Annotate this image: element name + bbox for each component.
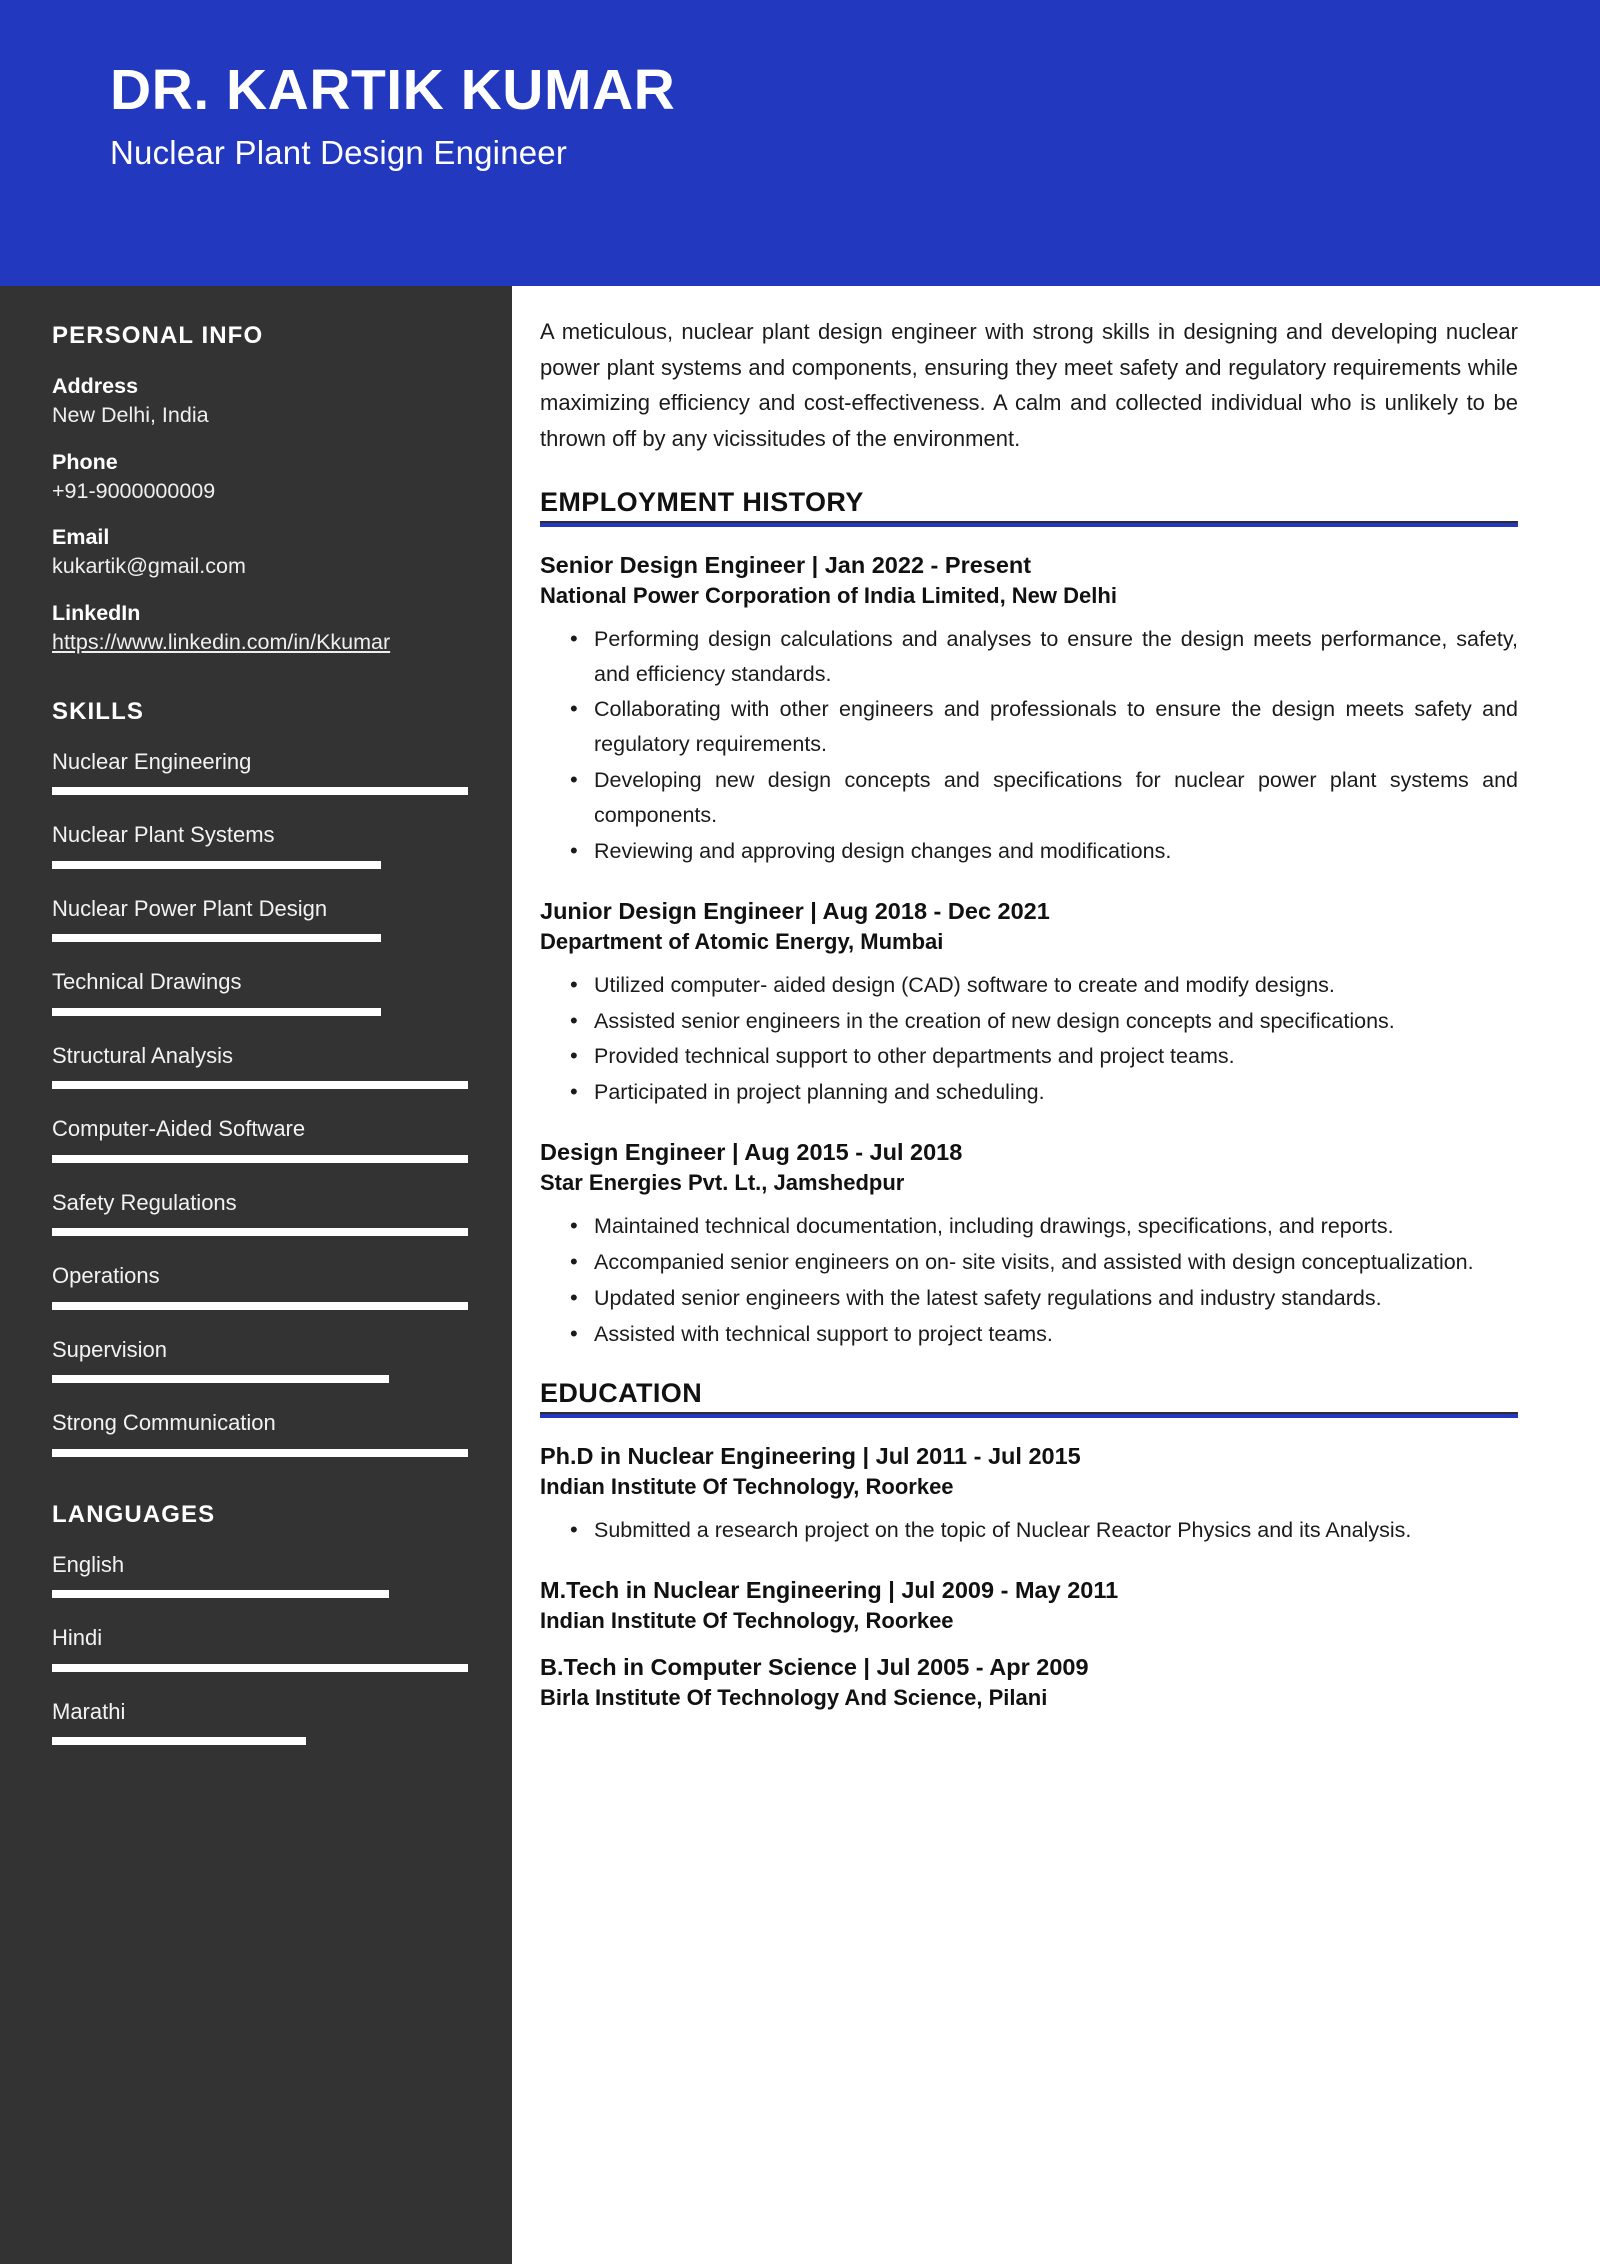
skill xyxy=(52,748,468,796)
skill-label: Strong Communication xyxy=(52,1410,276,1436)
employment-entry-bullet: • Collaborating with other engineers and professionals to ensure the design meets safety and regulatory requirements. xyxy=(566,692,1518,762)
employment-entry xyxy=(540,549,1518,869)
skill-level-fill xyxy=(52,1302,468,1310)
skill-level-bar xyxy=(52,1081,468,1089)
language-label: English xyxy=(52,1551,125,1577)
main-content xyxy=(512,286,1600,1728)
employment-entry-bullet: • Provided technical support to other departments and project teams. xyxy=(566,1039,1518,1074)
skill-label: Operations xyxy=(52,1263,160,1289)
education-section-divider xyxy=(540,1412,1518,1418)
language xyxy=(52,1551,468,1599)
employment-entry-bullet: • Maintained technical documentation, including drawings, specifications, and reports. xyxy=(566,1209,1518,1244)
language xyxy=(52,1698,468,1746)
employment-entry-organization: Department of Atomic Energy, Mumbai xyxy=(540,928,944,954)
skills-heading: SKILLS xyxy=(52,697,144,725)
skill-level-bar xyxy=(52,861,468,869)
skill-level-fill xyxy=(52,1228,468,1236)
skill xyxy=(52,895,468,943)
personal-info-value: kukartik@gmail.com xyxy=(52,554,246,579)
skill-label: Computer-Aided Software xyxy=(52,1116,306,1142)
language xyxy=(52,1624,468,1672)
skill-level-fill xyxy=(52,934,381,942)
personal-info-label: LinkedIn xyxy=(52,601,141,626)
education-entry xyxy=(540,1440,1518,1548)
employment-history-section xyxy=(540,487,1518,1352)
education-entry-bullet-list xyxy=(566,1513,1518,1548)
candidate-name: DR. KARTIK KUMAR xyxy=(110,58,676,122)
language-level-fill xyxy=(52,1664,468,1672)
languages-heading: LANGUAGES xyxy=(52,1500,216,1528)
skill-level-bar xyxy=(52,1155,468,1163)
skill-level-bar xyxy=(52,1228,468,1236)
personal-info-item xyxy=(52,599,468,658)
education-entry-title: Ph.D in Nuclear Engineering | Jul 2011 - Jul 2015 xyxy=(540,1442,1081,1469)
employment-entry-title: Design Engineer | Aug 2015 - Jul 2018 xyxy=(540,1139,963,1166)
skill-level-bar xyxy=(52,787,468,795)
skills-section xyxy=(52,698,468,1457)
skill xyxy=(52,821,468,869)
language-label: Hindi xyxy=(52,1625,103,1651)
skill-label: Structural Analysis xyxy=(52,1042,233,1068)
skill xyxy=(52,1262,468,1310)
employment-entry-title: Junior Design Engineer | Aug 2018 - Dec 2021 xyxy=(540,897,1050,924)
education-heading: EDUCATION xyxy=(540,1377,703,1408)
skill xyxy=(52,1336,468,1384)
employment-entry-bullet-list xyxy=(566,622,1518,869)
skill-label: Nuclear Power Plant Design xyxy=(52,895,328,921)
professional-summary: A meticulous, nuclear plant design engineer with strong skills in designing and developing nuclear power plant systems and components, ensuring they meet safety and regulatory requirements while maximizing efficiency and cost-effectiveness. A calm and collected individual who is unlikely to be thrown off by any vicissitudes of the environment. xyxy=(540,319,1518,451)
education-entry-bullet: • Submitted a research project on the topic of Nuclear Reactor Physics and its Analysis. xyxy=(566,1513,1518,1548)
education-entry-organization: Birla Institute Of Technology And Science, Pilani xyxy=(540,1685,1048,1711)
skill-label: Safety Regulations xyxy=(52,1189,237,1215)
skill-level-fill xyxy=(52,1008,381,1016)
skill xyxy=(52,1042,468,1090)
language-level-bar xyxy=(52,1590,468,1598)
skill-label: Technical Drawings xyxy=(52,969,242,995)
languages-list xyxy=(52,1551,468,1746)
skill xyxy=(52,1409,468,1457)
personal-info-label: Phone xyxy=(52,449,118,474)
personal-info-item xyxy=(52,448,468,507)
employment-entry-bullet: • Developing new design concepts and specifications for nuclear power plant systems and components. xyxy=(566,763,1518,833)
personal-info-value: New Delhi, India xyxy=(52,403,209,428)
sidebar xyxy=(0,286,512,2264)
employment-entry xyxy=(540,1136,1518,1352)
employment-entry-bullet: • Participated in project planning and scheduling. xyxy=(566,1075,1518,1110)
languages-section xyxy=(52,1501,468,1746)
education-entry-organization: Indian Institute Of Technology, Roorkee xyxy=(540,1608,954,1634)
language-level-bar xyxy=(52,1737,468,1745)
employment-entry-list xyxy=(540,549,1518,1352)
skill-level-fill xyxy=(52,1449,468,1457)
personal-info-link[interactable]: https://www.linkedin.com/in/Kkumar xyxy=(52,630,391,655)
language-label: Marathi xyxy=(52,1698,126,1724)
employment-entry-bullet: • Assisted with technical support to project teams. xyxy=(566,1317,1518,1352)
education-entry xyxy=(540,1651,1518,1714)
header-text-group xyxy=(110,58,675,172)
skill xyxy=(52,968,468,1016)
personal-info-value: +91-9000000009 xyxy=(52,478,216,503)
personal-info-section xyxy=(52,322,468,658)
employment-entry-organization: National Power Corporation of India Limited, New Delhi xyxy=(540,582,1117,608)
employment-history-heading: EMPLOYMENT HISTORY xyxy=(540,486,864,517)
employment-entry-bullet: • Reviewing and approving design changes and modifications. xyxy=(566,834,1518,869)
language-level-fill xyxy=(52,1590,389,1598)
skill-level-fill xyxy=(52,861,381,869)
personal-info-label: Email xyxy=(52,525,110,550)
employment-entry-bullet: • Utilized computer- aided design (CAD) software to create and modify designs. xyxy=(566,968,1518,1003)
resume-header-banner xyxy=(0,0,1600,286)
education-entry-list xyxy=(540,1440,1518,1714)
skill-level-bar xyxy=(52,1449,468,1457)
employment-entry-organization: Star Energies Pvt. Lt., Jamshedpur xyxy=(540,1170,905,1196)
skill-level-fill xyxy=(52,1081,468,1089)
language-level-bar xyxy=(52,1664,468,1672)
skill-level-bar xyxy=(52,934,468,942)
skills-list xyxy=(52,748,468,1457)
personal-info-item xyxy=(52,523,468,582)
employment-entry xyxy=(540,895,1518,1111)
skill-level-bar xyxy=(52,1302,468,1310)
employment-entry-title: Senior Design Engineer | Jan 2022 - Present xyxy=(540,551,1032,578)
candidate-job-title: Nuclear Plant Design Engineer xyxy=(110,133,568,171)
employment-entry-bullet: • Accompanied senior engineers on on- site visits, and assisted with design conceptualization. xyxy=(566,1245,1518,1280)
employment-entry-bullet-list xyxy=(566,1209,1518,1351)
employment-entry-bullet: • Assisted senior engineers in the creation of new design concepts and specifications. xyxy=(566,1004,1518,1039)
employment-section-divider xyxy=(540,521,1518,527)
skill-label: Nuclear Plant Systems xyxy=(52,822,275,848)
education-entry xyxy=(540,1574,1518,1637)
education-section xyxy=(540,1378,1518,1714)
skill-label: Supervision xyxy=(52,1336,167,1362)
employment-entry-bullet: • Performing design calculations and analyses to ensure the design meets performance, safety, and efficiency standards. xyxy=(566,622,1518,692)
personal-info-heading: PERSONAL INFO xyxy=(52,322,264,349)
language-level-fill xyxy=(52,1737,306,1745)
employment-entry-bullet: • Updated senior engineers with the latest safety regulations and industry standards. xyxy=(566,1281,1518,1316)
personal-info-label: Address xyxy=(52,374,139,398)
skill-level-bar xyxy=(52,1375,468,1383)
skill xyxy=(52,1189,468,1237)
skill-level-fill xyxy=(52,1155,468,1163)
education-entry-organization: Indian Institute Of Technology, Roorkee xyxy=(540,1474,954,1499)
education-entry-title: M.Tech in Nuclear Engineering | Jul 2009 - May 2011 xyxy=(540,1576,1119,1603)
skill xyxy=(52,1115,468,1163)
personal-info-list xyxy=(52,372,468,658)
skill-level-bar xyxy=(52,1008,468,1016)
skill-label: Nuclear Engineering xyxy=(52,748,252,774)
skill-level-fill xyxy=(52,1375,389,1383)
employment-entry-bullet-list xyxy=(566,968,1518,1110)
education-entry-title: B.Tech in Computer Science | Jul 2005 - Apr 2009 xyxy=(540,1653,1089,1680)
personal-info-item xyxy=(52,372,468,431)
skill-level-fill xyxy=(52,787,468,795)
